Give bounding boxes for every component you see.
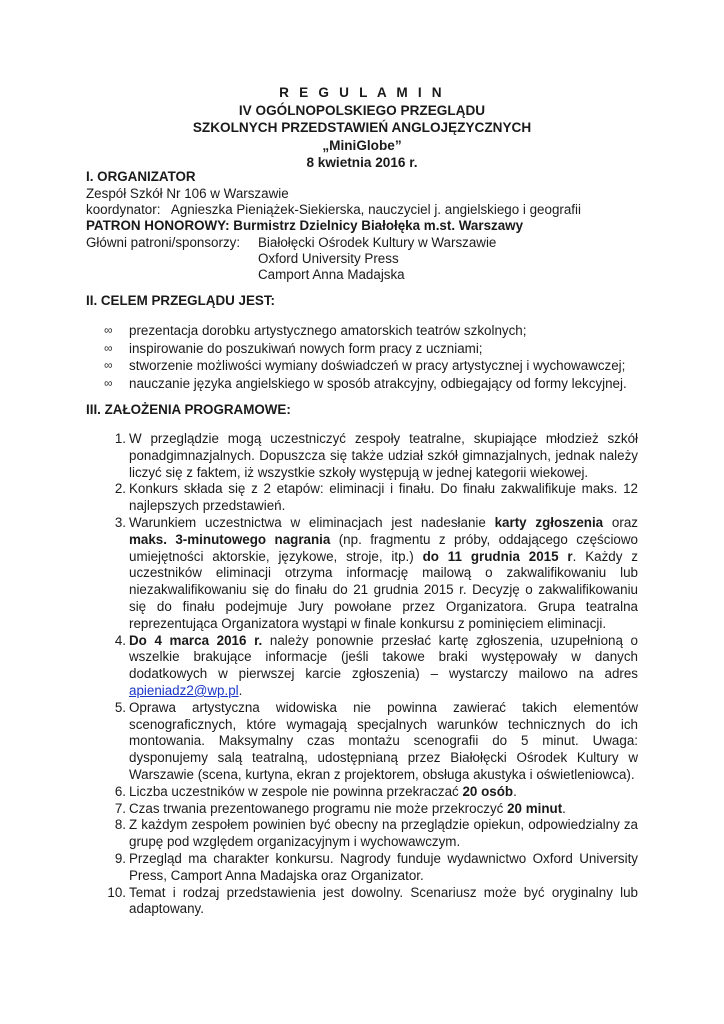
email-link[interactable]: apieniadz2@wp.pl bbox=[129, 682, 239, 698]
sponsor-item: Oxford University Press bbox=[258, 251, 399, 266]
list-item: ∞ nauczanie języka angielskiego w sposób atrakcyjny, odbiegający od formy lekcyjnej. bbox=[104, 375, 627, 391]
body-text: Oprawa artystyczna widowiska nie powinna zawierać takich elementów scenograficznych, które wymagają specjalnych warunków technicznych do ich montowania. Maksymalny czas montażu scenografii do 5 minut. Uwaga: dysponujemy salą teatralną, udostępnianą przez Białołęcki Ośrodek Kultury w Warszawie (scena, kurtyna, ekran z projektorem, obsługa akustyka i oświetleniowca). bbox=[129, 699, 638, 782]
body-text: Z każdym zespołem powinien być obecny na przeglądzie opiekun, odpowiedzialny za grupę pod względem organizacyjnym i wychowawczym. bbox=[129, 817, 638, 850]
emphasized-text: 20 osób bbox=[462, 783, 514, 799]
sponsors-label: Główni patroni/sponsorzy: bbox=[86, 235, 241, 250]
list-item bbox=[104, 817, 638, 851]
list-item-number: 1. bbox=[114, 431, 126, 446]
list-item bbox=[104, 851, 638, 885]
title-regulamin: R E G U L A M I N bbox=[279, 85, 445, 100]
body-text: W przeglądzie mogą uczestniczyć zespoły teatralne, skupiające młodzież szkół ponadgimnazjalnych. Dopuszcza się także udział szkół gimnazjalnych, jednak należy liczyć się z faktem, iż wszystkie szkoły występują w jednej kategorii wiekowej. bbox=[129, 431, 638, 480]
body-text: Przegląd ma charakter konkursu. Nagrody funduje wydawnictwo Oxford University Press, Camport Anna Madajska oraz Organizator. bbox=[129, 850, 638, 883]
list-item bbox=[104, 885, 638, 919]
list-item-text bbox=[129, 851, 638, 885]
list-item-number: 5. bbox=[114, 699, 126, 715]
list-item: ∞ prezentacja dorobku artystycznego amatorskich teatrów szkolnych; bbox=[104, 323, 527, 338]
honorary-patron: PATRON HONOROWY: Burmistrz Dzielnicy Białołęka m.st. Warszawy bbox=[86, 218, 524, 233]
list-item bbox=[104, 481, 638, 515]
body-text: . Każdy z uczestników eliminacji otrzyma informację mailową o zakwalifikowaniu lub niezakwalifikowaniu się do finału do 21 grudnia 2015 r. Decyzję o zakwalifikowaniu się do finału podejmuje Jury powołane przez Organizatora. Grupa teatralna reprezentująca Organizatora wystąpi w finale konkursu z pominięciem eliminacji. bbox=[129, 548, 638, 631]
body-text: należy ponownie przesłać kartę zgłoszenia, uzupełnioną o wszelkie brakujące informacje (jeśli takowe braki występowały w danych dodatkowych w pierwszej karcie zgłoszenia) – wystarczy mailowo na adres bbox=[129, 632, 639, 682]
goals-list bbox=[104, 322, 627, 392]
list-item bbox=[104, 700, 638, 784]
list-item-number: 4. bbox=[114, 632, 126, 648]
list-item-text bbox=[129, 885, 638, 919]
list-item-number: 10. bbox=[107, 884, 126, 900]
list-item-number: 3. bbox=[114, 514, 126, 530]
organizer-coordinator: koordynator: Agnieszka Pieniążek-Siekierska, nauczyciel j. angielskiego i geografii bbox=[86, 202, 581, 217]
infinity-bullet-icon: ∞ bbox=[104, 358, 113, 373]
body-text: Konkurs składa się z 2 etapów: eliminacji i finału. Do finału zakwalifikuje maks. 12 najlepszych przedstawień. bbox=[129, 481, 638, 514]
list-item bbox=[104, 801, 638, 818]
title-event-edition: IV OGÓLNOPOLSKIEGO PRZEGLĄDU bbox=[238, 102, 486, 118]
title-event-subject: SZKOLNYCH PRZEDSTAWIEŃ ANGLOJĘZYCZNYCH bbox=[192, 120, 532, 135]
list-item bbox=[104, 515, 638, 633]
list-item-number: 6. bbox=[114, 783, 126, 799]
emphasized-text: 20 minut bbox=[507, 800, 563, 816]
section-heading-program: III. ZAŁOŻENIA PROGRAMOWE: bbox=[86, 402, 291, 417]
body-text: (np. fragmentu z próby, oddającego częściowo umiejętności aktorskie, językowe, stroje, itp.) bbox=[129, 531, 638, 564]
body-text: Czas trwania prezentowanego programu nie może przekroczyć bbox=[129, 800, 508, 816]
body-text: oraz bbox=[603, 514, 638, 530]
section-heading-goals: II. CELEM PRZEGLĄDU JEST: bbox=[86, 293, 275, 308]
body-text: Warunkiem uczestnictwa w eliminacjach jest nadesłanie bbox=[129, 514, 495, 530]
list-item-text bbox=[129, 784, 638, 801]
infinity-bullet-icon: ∞ bbox=[104, 340, 113, 355]
list-item-text bbox=[129, 431, 638, 481]
organizer-school: Zespół Szkół Nr 106 w Warszawie bbox=[86, 186, 289, 201]
list-item-number: 8. bbox=[114, 817, 126, 833]
list-item bbox=[104, 431, 638, 481]
program-list bbox=[104, 431, 638, 918]
list-item-number: 2. bbox=[114, 481, 126, 497]
title-event-date: 8 kwietnia 2016 r. bbox=[306, 155, 418, 170]
list-item bbox=[104, 633, 638, 700]
sponsor-item: Camport Anna Madajska bbox=[258, 267, 405, 282]
emphasized-text: Do 4 marca 2016 r. bbox=[129, 632, 263, 648]
list-item bbox=[104, 784, 638, 801]
list-item-text bbox=[129, 481, 638, 515]
document-title-block bbox=[0, 84, 724, 172]
body-text: Temat i rodzaj przedstawienia jest dowolny. Scenariusz może być oryginalny lub adaptowany. bbox=[129, 884, 638, 917]
emphasized-text: maks. 3-minutowego nagrania bbox=[129, 531, 331, 547]
list-item-number: 7. bbox=[114, 800, 126, 816]
body-text: . bbox=[238, 682, 243, 698]
section-heading-organizer: I. ORGANIZATOR bbox=[86, 169, 196, 184]
list-item: ∞ stworzenie możliwości wymiany doświadczeń w pracy artystycznej i wychowawczej; bbox=[104, 358, 626, 374]
list-item-text bbox=[129, 633, 638, 700]
infinity-bullet-icon: ∞ bbox=[104, 323, 113, 337]
list-item-text bbox=[129, 700, 638, 784]
sponsor-item: Białołęcki Ośrodek Kultury w Warszawie bbox=[258, 235, 497, 250]
list-item-text bbox=[129, 817, 638, 851]
emphasized-text: do 11 grudnia 2015 r bbox=[422, 548, 573, 564]
body-text: . bbox=[513, 783, 517, 799]
body-text: . bbox=[562, 800, 566, 816]
list-item-text bbox=[129, 801, 638, 818]
list-item-number: 9. bbox=[114, 850, 126, 866]
list-item-text bbox=[129, 515, 638, 633]
list-item: ∞ inspirowanie do poszukiwań nowych form pracy z uczniami; bbox=[104, 340, 483, 356]
emphasized-text: karty zgłoszenia bbox=[494, 514, 604, 530]
infinity-bullet-icon: ∞ bbox=[104, 375, 113, 390]
body-text: Liczba uczestników w zespole nie powinna przekraczać bbox=[129, 783, 463, 799]
title-event-name: „MiniGlobe” bbox=[322, 137, 402, 153]
